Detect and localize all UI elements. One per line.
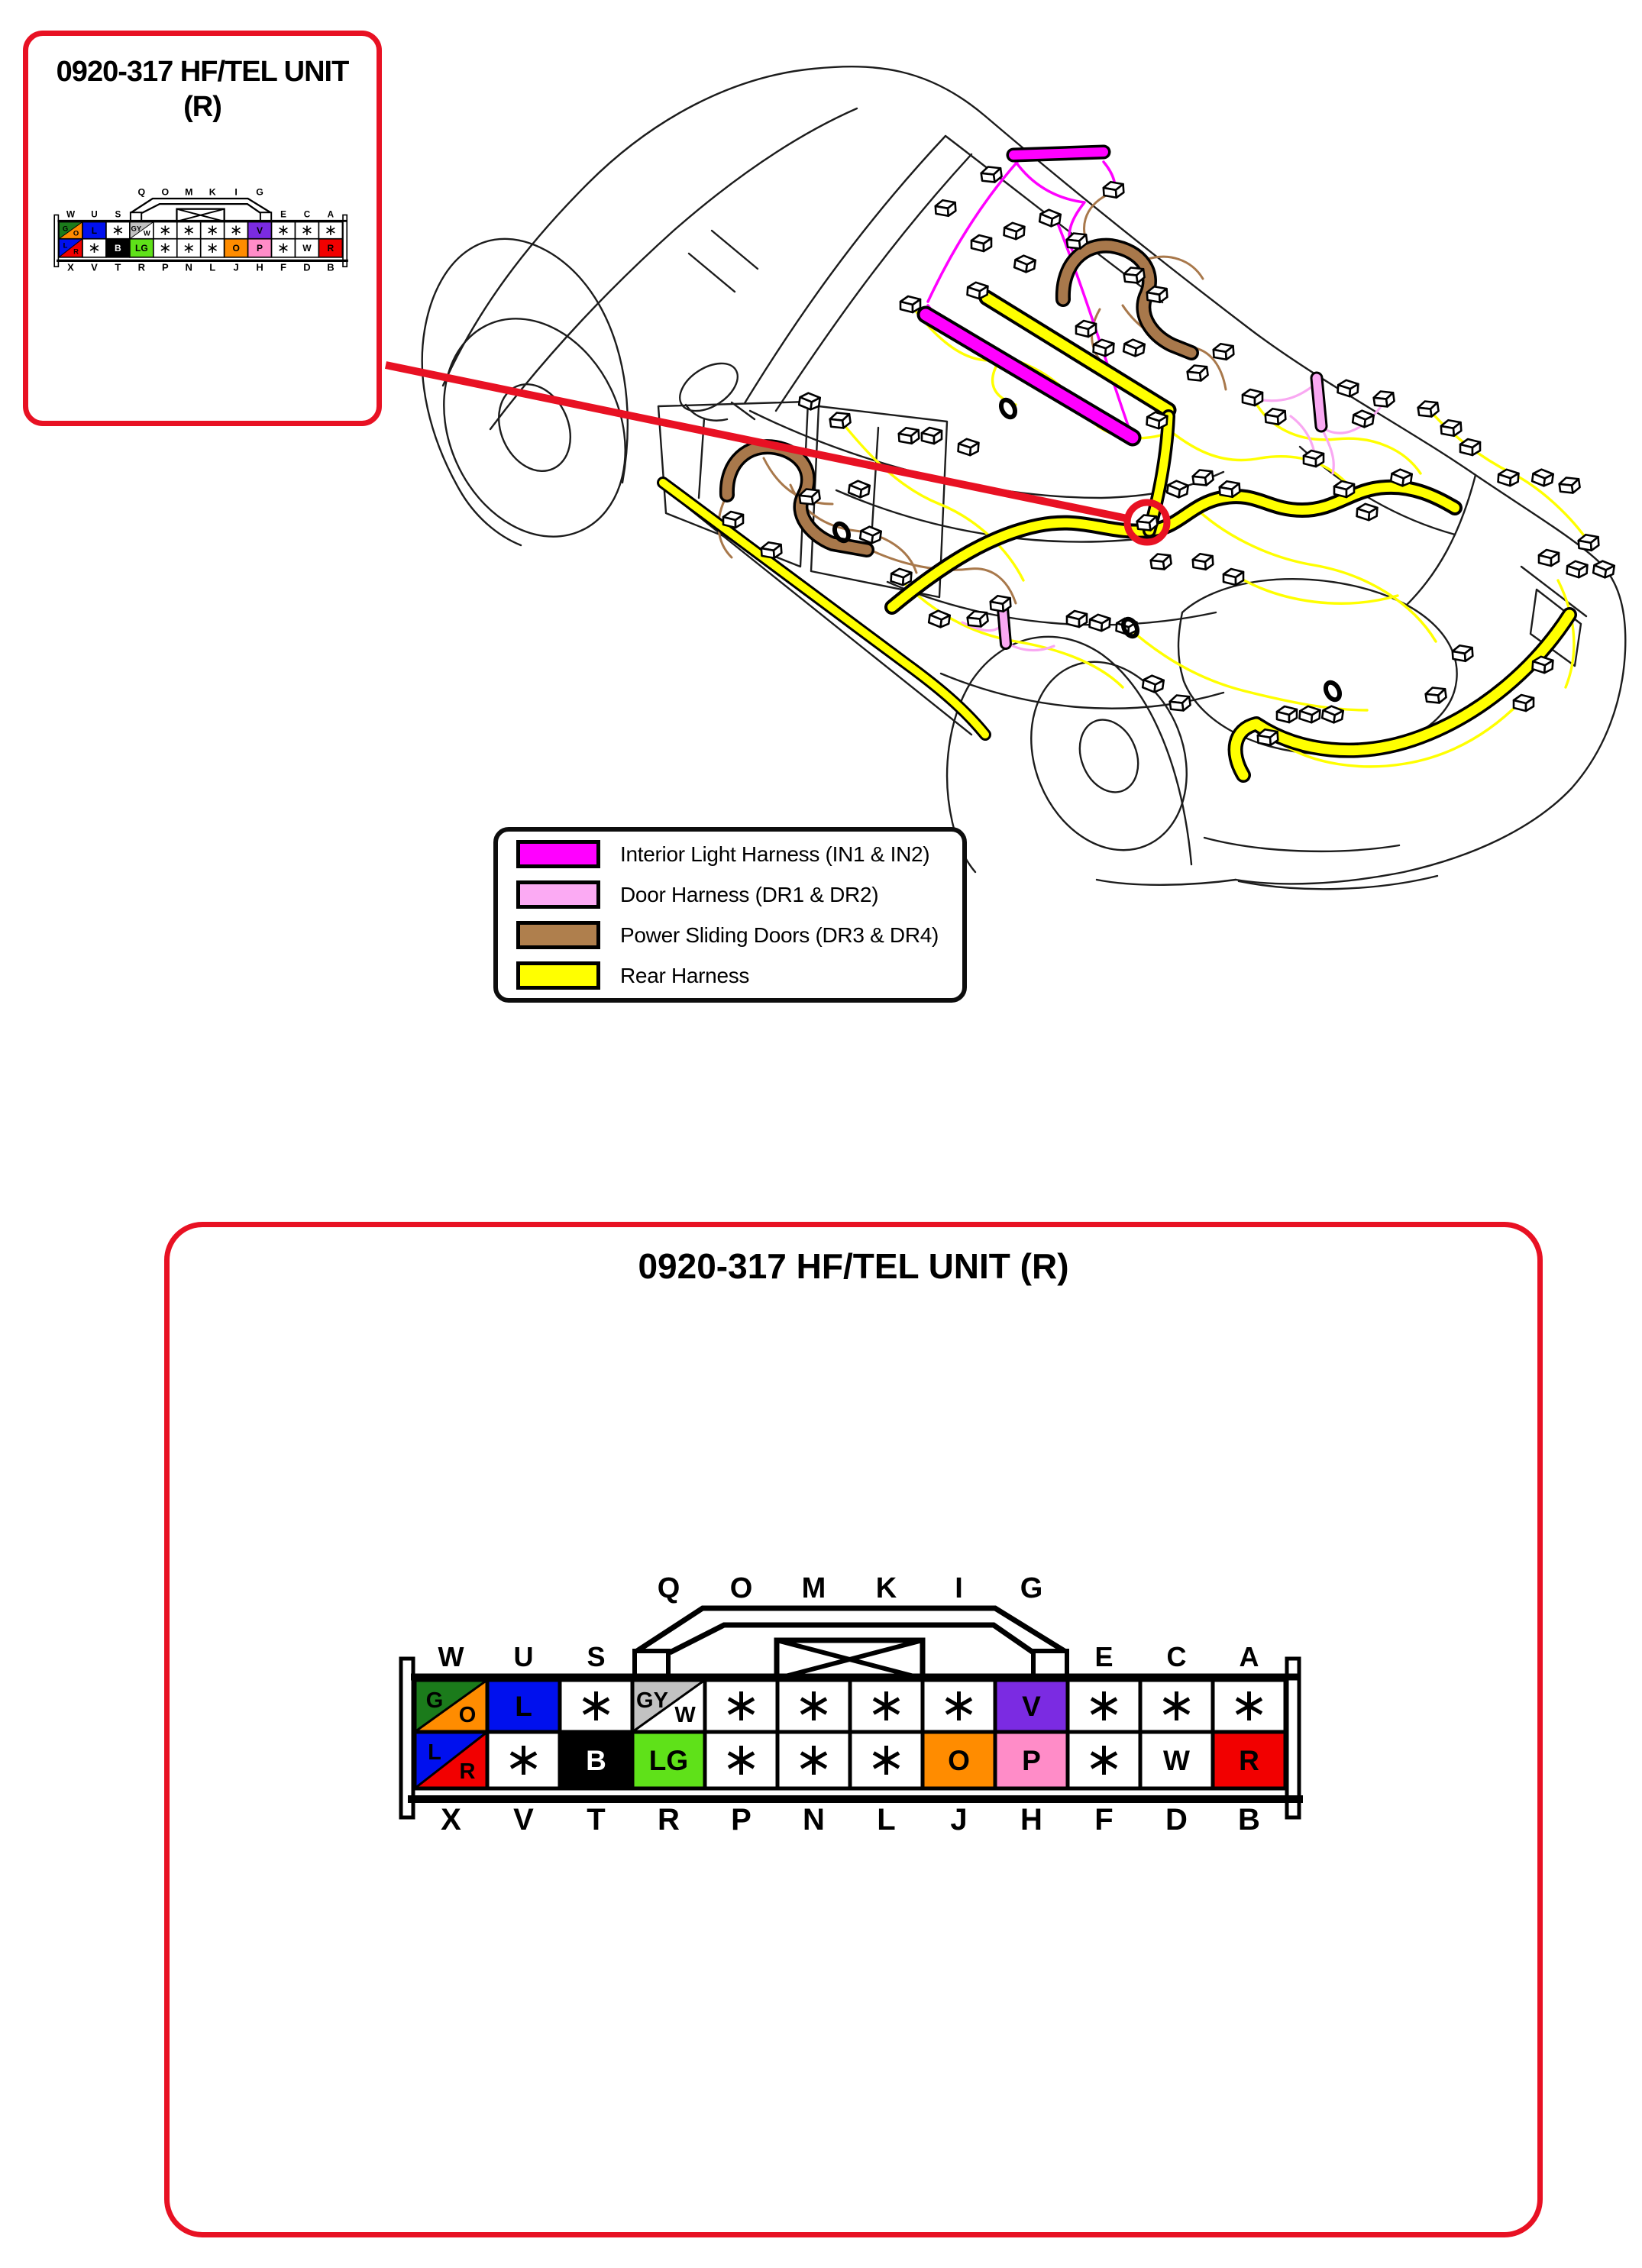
connector-cube	[1452, 645, 1472, 662]
connector-cube	[1067, 611, 1087, 627]
svg-text:U: U	[513, 1641, 534, 1672]
svg-text:A: A	[327, 209, 335, 220]
legend-swatch	[516, 840, 600, 868]
svg-text:O: O	[73, 229, 79, 238]
svg-text:B: B	[586, 1745, 606, 1776]
svg-text:K: K	[875, 1573, 897, 1604]
callout-title	[28, 54, 377, 124]
svg-text:H: H	[256, 261, 263, 273]
legend-label: Rear Harness	[620, 963, 750, 987]
svg-text:O: O	[948, 1745, 970, 1776]
connector-detail-panel	[164, 1222, 1543, 2237]
svg-text:E: E	[280, 209, 286, 220]
svg-text:G: G	[256, 187, 263, 198]
svg-text:O: O	[232, 243, 240, 254]
svg-text:B: B	[1238, 1803, 1260, 1837]
connector-cube	[1093, 339, 1114, 357]
connector-cube	[1593, 560, 1615, 578]
connector-cube	[1578, 534, 1598, 551]
connector-cube	[1498, 469, 1518, 486]
svg-text:P: P	[1022, 1745, 1041, 1776]
connector-cube	[1150, 552, 1172, 570]
svg-text:W: W	[438, 1641, 464, 1672]
svg-text:R: R	[1239, 1745, 1259, 1776]
connector-cube	[900, 296, 920, 312]
svg-text:LG: LG	[648, 1745, 689, 1776]
connector-cube	[1089, 614, 1110, 632]
connector-cube	[1277, 706, 1297, 722]
connector-cube	[971, 235, 991, 251]
connector-cube	[1265, 408, 1285, 425]
svg-text:V: V	[257, 225, 263, 236]
connector-cube	[958, 438, 978, 456]
svg-text:F: F	[280, 261, 286, 273]
svg-text:S: S	[115, 209, 121, 220]
svg-text:L: L	[877, 1803, 896, 1837]
svg-text:L: L	[428, 1740, 441, 1765]
svg-text:N: N	[803, 1803, 825, 1837]
svg-text:G: G	[62, 225, 69, 234]
svg-text:R: R	[658, 1803, 680, 1837]
svg-text:V: V	[91, 261, 98, 273]
svg-text:V: V	[513, 1803, 534, 1837]
svg-text:R: R	[459, 1759, 476, 1784]
legend-swatch	[516, 921, 600, 949]
connector-cube	[898, 427, 919, 444]
legend-item	[516, 840, 944, 868]
svg-text:B: B	[327, 261, 335, 273]
svg-text:E: E	[1094, 1641, 1114, 1672]
connector-cube	[1243, 389, 1262, 405]
connector-cube	[1187, 363, 1209, 382]
svg-text:V: V	[1022, 1691, 1041, 1722]
svg-text:W: W	[674, 1703, 696, 1727]
connector-cube	[1192, 468, 1214, 486]
connector-cube	[1167, 480, 1189, 498]
connector-cube	[1460, 439, 1480, 455]
svg-text:T: T	[587, 1803, 606, 1837]
connector-cube	[1223, 569, 1243, 585]
connector-cube	[761, 541, 781, 559]
legend-swatch	[516, 880, 600, 909]
legend-label: Interior Light Harness (IN1 & IN2)	[620, 842, 930, 866]
svg-text:W: W	[66, 209, 76, 220]
svg-text:L: L	[63, 241, 68, 250]
svg-text:D: D	[1165, 1803, 1188, 1837]
svg-text:Q: Q	[657, 1573, 680, 1604]
connector-cube	[1213, 343, 1233, 360]
connector-cube	[890, 568, 911, 586]
connector-cube	[981, 165, 1003, 183]
connector-cube	[1337, 380, 1358, 397]
connector-pinout-diagram-small	[53, 187, 352, 274]
svg-text:N: N	[185, 261, 192, 273]
connector-cube	[1192, 553, 1213, 570]
legend-item	[516, 880, 944, 909]
grommet-ring	[1323, 680, 1342, 703]
connector-cube	[1440, 419, 1461, 437]
svg-text:P: P	[257, 243, 263, 254]
interior-light-thin-wires	[928, 162, 1129, 428]
connector-cube	[1373, 389, 1395, 408]
connector-cube	[799, 392, 821, 410]
connector-cube	[1146, 412, 1167, 429]
svg-text:GY: GY	[131, 225, 142, 234]
connector-cube	[1169, 693, 1191, 712]
svg-text:D: D	[303, 261, 311, 273]
svg-text:O: O	[161, 187, 170, 198]
svg-text:A: A	[1239, 1641, 1259, 1672]
connector-pinout-diagram-large	[397, 1573, 1314, 1840]
svg-text:G: G	[1020, 1573, 1043, 1604]
connector-cube	[829, 411, 852, 429]
callout-title-line2: (R)	[183, 91, 221, 123]
svg-text:X: X	[67, 261, 74, 273]
legend-item	[516, 961, 944, 990]
connector-cube	[1299, 706, 1320, 723]
svg-text:L: L	[209, 261, 216, 273]
connector-cube	[1004, 222, 1024, 240]
svg-text:R: R	[73, 247, 79, 257]
svg-text:C: C	[303, 209, 311, 220]
harness-legend	[493, 827, 967, 1003]
svg-text:R: R	[327, 243, 335, 254]
connector-cube	[1103, 181, 1123, 199]
interior-light-main-runs	[926, 152, 1133, 438]
svg-text:J: J	[233, 261, 239, 273]
svg-text:O: O	[729, 1573, 753, 1604]
svg-text:J: J	[950, 1803, 968, 1837]
connector-cube	[1425, 686, 1447, 704]
svg-text:R: R	[137, 261, 146, 273]
svg-text:G: G	[425, 1688, 444, 1713]
svg-text:GY: GY	[636, 1688, 668, 1713]
power-sliding-main-runs	[727, 246, 1191, 550]
car-outline	[410, 66, 1625, 889]
detail-title: 0920-317 HF/TEL UNIT (R)	[638, 1246, 1069, 1286]
connector-cube	[1143, 674, 1165, 693]
connector-cube	[967, 609, 989, 628]
grommet-ring	[998, 398, 1017, 420]
svg-text:M: M	[801, 1573, 826, 1604]
legend-label: Power Sliding Doors (DR3 & DR4)	[620, 922, 939, 947]
connector-cube	[723, 512, 743, 528]
connector-cube	[848, 480, 871, 498]
connector-cube	[1076, 321, 1096, 337]
connector-cube	[1539, 550, 1559, 566]
legend-swatch	[516, 961, 600, 990]
svg-text:L: L	[91, 225, 98, 236]
svg-text:T: T	[115, 261, 121, 273]
svg-text:X: X	[441, 1803, 461, 1837]
connector-cube	[1566, 561, 1587, 578]
svg-text:O: O	[458, 1703, 477, 1727]
svg-text:P: P	[731, 1803, 752, 1837]
connector-cube	[1014, 254, 1036, 273]
connector-cube	[1514, 695, 1534, 711]
svg-text:LG: LG	[134, 243, 148, 254]
svg-text:B: B	[115, 243, 121, 254]
connector-callout-panel	[23, 31, 382, 426]
svg-text:I: I	[955, 1573, 963, 1604]
svg-text:W: W	[302, 243, 312, 254]
legend-item	[516, 921, 944, 949]
connector-cube	[935, 199, 955, 217]
connector-cube	[967, 282, 987, 299]
connector-cube	[929, 609, 951, 628]
callout-title-line1: 0920-317 HF/TEL UNIT	[56, 56, 349, 88]
svg-text:W: W	[1163, 1745, 1190, 1776]
svg-text:C: C	[1166, 1641, 1187, 1672]
connector-cube	[1356, 503, 1377, 521]
svg-text:F: F	[1094, 1803, 1114, 1837]
legend-label: Door Harness (DR1 & DR2)	[620, 882, 879, 906]
connector-cube	[1123, 338, 1146, 357]
svg-text:Q: Q	[137, 187, 146, 198]
svg-text:W: W	[143, 229, 150, 238]
svg-text:I: I	[234, 187, 238, 198]
svg-text:U: U	[91, 209, 98, 220]
connector-cube	[1559, 476, 1581, 494]
connector-cube	[1532, 468, 1554, 486]
connector-cube	[1353, 409, 1375, 428]
svg-text:P: P	[161, 261, 169, 273]
connector-cube	[1304, 451, 1324, 467]
svg-text:H: H	[1020, 1803, 1042, 1837]
rear-harness-main-runs	[663, 298, 1569, 775]
svg-text:S: S	[587, 1641, 606, 1672]
callout-line	[386, 365, 1127, 519]
connector-cube	[1334, 481, 1354, 497]
svg-text:M: M	[185, 187, 193, 198]
svg-text:K: K	[208, 187, 216, 198]
svg-text:L: L	[515, 1691, 532, 1722]
connector-cube	[922, 428, 942, 444]
